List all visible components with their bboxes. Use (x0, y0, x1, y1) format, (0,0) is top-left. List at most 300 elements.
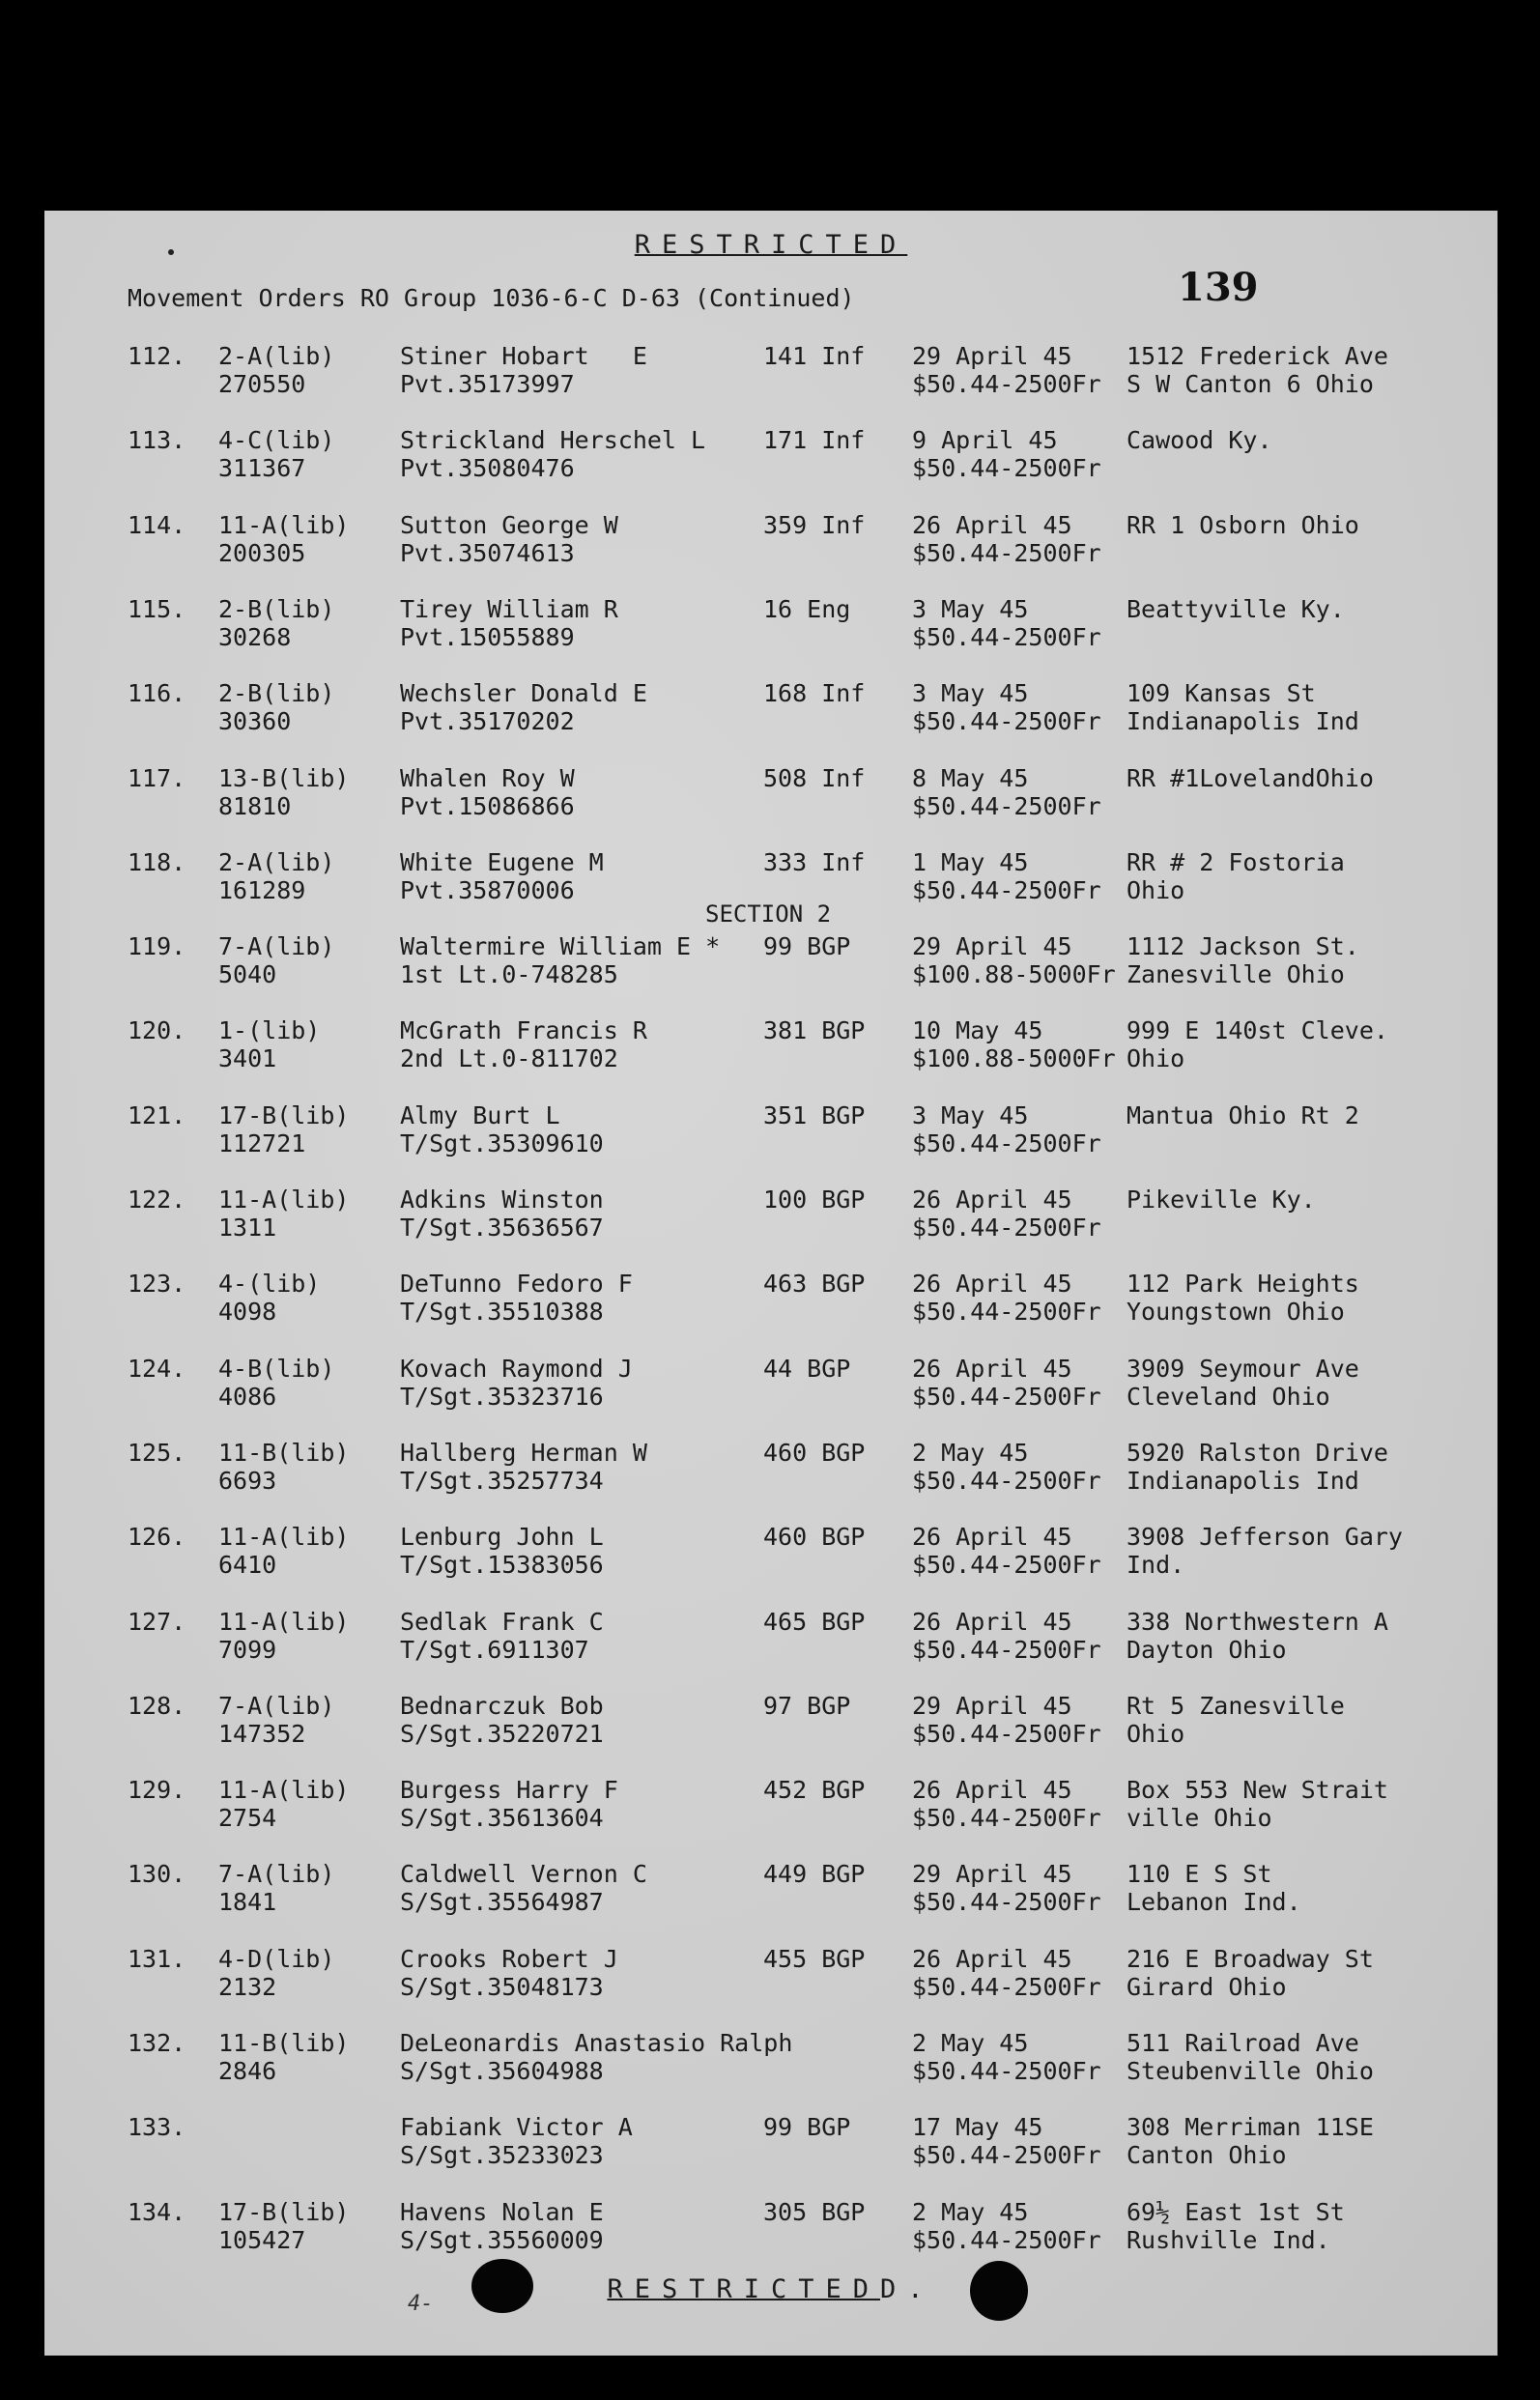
soldier-name-rank-name: Caldwell Vernon C (400, 1860, 647, 1889)
entry-number (128, 1101, 185, 1129)
soldier-name-rank (400, 679, 647, 735)
entry-number-num: 122. (128, 1186, 186, 1214)
home-address (1126, 1270, 1359, 1326)
soldier-name-rank (400, 1101, 604, 1157)
date-pay-pay: $50.44-2500Fr (912, 1888, 1101, 1917)
unit-serial-unit: 11-A(lib) (218, 510, 350, 539)
home-address (1126, 932, 1359, 988)
arm-of-service-arm: 359 Inf (763, 510, 866, 539)
list-item (44, 1101, 1497, 1185)
date-pay (912, 426, 1101, 482)
date-pay-date: 26 April 45 (912, 1354, 1072, 1383)
soldier-name-rank-rank: S/Sgt.35604988 (400, 2057, 604, 2085)
unit-serial-unit: 11-A(lib) (218, 1523, 350, 1552)
date-pay-date: 26 April 45 (912, 1607, 1072, 1636)
home-address-addr1: RR 1 Osborn Ohio (1126, 510, 1359, 539)
arm-of-service-arm: 168 Inf (763, 679, 866, 708)
document-page (44, 211, 1497, 2356)
home-address (1126, 342, 1388, 398)
soldier-name-rank-rank: Pvt.15055889 (400, 622, 575, 651)
unit-serial-serial: 270550 (218, 370, 306, 398)
entry-number-num: 126. (128, 1523, 186, 1552)
unit-serial-unit: 7-A(lib) (218, 1860, 335, 1889)
home-address-addr1: 69½ East 1st St (1126, 2197, 1345, 2226)
home-address-addr2: Youngstown Ohio (1126, 1298, 1345, 1327)
unit-serial (218, 2198, 349, 2254)
date-pay-pay: $50.44-2500Fr (912, 1719, 1101, 1748)
list-item (44, 1270, 1497, 1353)
home-address (1126, 595, 1345, 623)
soldier-name-rank-name: Sedlak Frank C (400, 1607, 604, 1636)
soldier-name-rank (400, 1945, 618, 2001)
home-address (1126, 2198, 1345, 2254)
home-address-addr2: Canton Ohio (1126, 2141, 1287, 2170)
unit-serial (218, 1945, 334, 2001)
home-address-addr1: RR # 2 Fostoria (1126, 847, 1345, 876)
arm-of-service (763, 764, 865, 792)
home-address-addr1: 109 Kansas St (1126, 679, 1316, 708)
date-pay (912, 1776, 1101, 1832)
unit-serial (218, 595, 334, 651)
date-pay-date: 26 April 45 (912, 1776, 1072, 1805)
home-address (1126, 1186, 1316, 1214)
soldier-name-rank-rank: 1st Lt.0-748285 (400, 960, 618, 989)
soldier-name-rank-name: Almy Burt L (400, 1100, 560, 1129)
date-pay (912, 2198, 1101, 2254)
arm-of-service-arm: 99 BGP (763, 932, 851, 961)
unit-serial-unit: 17-B(lib) (218, 2197, 350, 2226)
soldier-name-rank-rank: Pvt.35173997 (400, 370, 575, 398)
soldier-name-rank (400, 1439, 647, 1495)
unit-serial (218, 1776, 349, 1832)
date-pay-date: 2 May 45 (912, 2197, 1029, 2226)
restricted-footer (44, 2274, 1497, 2304)
date-pay-pay: $50.44-2500Fr (912, 1298, 1101, 1327)
handwritten-mark: 4- (408, 2292, 434, 2316)
unit-serial-unit: 17-B(lib) (218, 1100, 350, 1129)
date-pay-pay: $50.44-2500Fr (912, 1635, 1101, 1664)
date-pay (912, 932, 1116, 988)
list-item (44, 1523, 1497, 1606)
date-pay-pay: $50.44-2500Fr (912, 707, 1101, 736)
list-item (44, 1776, 1497, 1859)
arm-of-service-arm: 463 BGP (763, 1270, 866, 1299)
entry-number-num: 129. (128, 1776, 186, 1805)
entry-number (128, 1186, 185, 1214)
entry-number-num: 120. (128, 1016, 186, 1045)
home-address-addr2: Dayton Ohio (1126, 1635, 1287, 1664)
home-address-addr2: Indianapolis Ind (1126, 1466, 1359, 1495)
home-address-addr1: 110 E S St (1126, 1860, 1272, 1889)
unit-serial-serial: 112721 (218, 1129, 306, 1157)
soldier-name-rank-name: Fabiank Victor A (400, 2113, 633, 2142)
unit-serial-serial: 3401 (218, 1044, 277, 1073)
unit-serial-unit: 2-B(lib) (218, 679, 335, 708)
date-pay (912, 1270, 1101, 1326)
date-pay-date: 2 May 45 (912, 2029, 1029, 2057)
arm-of-service (763, 1439, 865, 1467)
entry-number (128, 1776, 185, 1804)
date-pay-date: 26 April 45 (912, 1270, 1072, 1299)
list-item (44, 1692, 1497, 1775)
arm-of-service (763, 1186, 865, 1214)
home-address-addr2: Ohio (1126, 1044, 1185, 1073)
soldier-name-rank (400, 2029, 792, 2085)
soldier-name-rank-rank: T/Sgt.35257734 (400, 1466, 604, 1495)
soldier-name-rank-name: Adkins Winston (400, 1186, 604, 1214)
date-pay-pay: $50.44-2500Fr (912, 370, 1101, 398)
unit-serial (218, 1439, 349, 1495)
unit-serial-serial: 30360 (218, 707, 292, 736)
list-item (44, 1186, 1497, 1269)
soldier-name-rank-name: Bednarczuk Bob (400, 1691, 604, 1720)
unit-serial-serial: 6410 (218, 1551, 277, 1580)
soldier-name-rank-name: Kovach Raymond J (400, 1354, 633, 1383)
soldier-name-rank (400, 1776, 618, 1832)
home-address-addr1: 216 E Broadway St (1126, 1944, 1374, 1973)
unit-serial (218, 1355, 334, 1411)
soldier-name-rank-name: Sutton George W (400, 510, 618, 539)
arm-of-service (763, 1776, 865, 1804)
home-address-addr2: Ohio (1126, 1719, 1185, 1748)
unit-serial-serial: 1311 (218, 1214, 277, 1242)
list-item (44, 932, 1497, 1015)
unit-serial-unit: 11-A(lib) (218, 1776, 350, 1805)
home-address-addr2: Girard Ohio (1126, 1972, 1287, 2001)
date-pay-date: 26 April 45 (912, 1186, 1072, 1214)
arm-of-service-arm: 100 BGP (763, 1186, 866, 1214)
document-title: Movement Orders RO Group 1036-6-C D-63 (Continued) (128, 284, 855, 312)
soldier-name-rank-name: Whalen Roy W (400, 763, 575, 792)
date-pay-date: 29 April 45 (912, 932, 1072, 961)
soldier-name-rank (400, 342, 647, 398)
date-pay (912, 342, 1101, 398)
arm-of-service (763, 595, 850, 623)
home-address (1126, 1860, 1301, 1916)
date-pay (912, 764, 1101, 820)
entry-number-num: 134. (128, 2197, 186, 2226)
arm-of-service-arm: 460 BGP (763, 1523, 866, 1552)
arm-of-service-arm: 465 BGP (763, 1607, 866, 1636)
home-address-addr1: Rt 5 Zanesville (1126, 1691, 1345, 1720)
unit-serial-serial: 2132 (218, 1972, 277, 2001)
date-pay (912, 1186, 1101, 1242)
soldier-name-rank (400, 2198, 604, 2254)
entry-number-num: 123. (128, 1270, 186, 1299)
home-address-addr2: Ind. (1126, 1551, 1185, 1580)
arm-of-service-arm: 16 Eng (763, 594, 851, 623)
soldier-name-rank-rank: T/Sgt.15383056 (400, 1551, 604, 1580)
arm-of-service-arm: 381 BGP (763, 1016, 866, 1045)
entry-number-num: 119. (128, 932, 186, 961)
unit-serial-serial: 311367 (218, 454, 306, 483)
home-address-addr1: Pikeville Ky. (1126, 1186, 1316, 1214)
unit-serial (218, 764, 349, 820)
unit-serial-serial: 7099 (218, 1635, 277, 1664)
date-pay-pay: $50.44-2500Fr (912, 454, 1101, 483)
date-pay (912, 1945, 1101, 2001)
date-pay (912, 1439, 1101, 1495)
arm-of-service (763, 1016, 865, 1044)
entry-number-num: 112. (128, 342, 186, 370)
entry-number-num: 118. (128, 847, 186, 876)
unit-serial (218, 2029, 349, 2085)
entry-number (128, 1608, 185, 1636)
date-pay (912, 2029, 1101, 2085)
arm-of-service-arm: 452 BGP (763, 1776, 866, 1805)
unit-serial-serial: 2754 (218, 1804, 277, 1833)
list-item (44, 848, 1497, 931)
home-address-addr2: Lebanon Ind. (1126, 1888, 1301, 1917)
soldier-name-rank-rank: Pvt.35870006 (400, 875, 575, 904)
soldier-name-rank (400, 1016, 647, 1072)
page-number: 139 (1178, 265, 1259, 310)
home-address-addr1: 1512 Frederick Ave (1126, 342, 1388, 370)
restricted-header (44, 230, 1497, 260)
list-item (44, 2113, 1497, 2196)
soldier-name-rank (400, 764, 575, 820)
soldier-name-rank (400, 511, 618, 567)
entry-number-num: 130. (128, 1860, 186, 1889)
list-item (44, 342, 1497, 425)
unit-serial-serial: 200305 (218, 538, 306, 567)
list-item (44, 511, 1497, 594)
arm-of-service-arm: 171 Inf (763, 426, 866, 455)
entry-number (128, 1945, 185, 1973)
home-address (1126, 1101, 1359, 1129)
home-address-addr2: S W Canton 6 Ohio (1126, 370, 1374, 398)
date-pay-date: 8 May 45 (912, 763, 1029, 792)
soldier-name-rank-name: DeLeonardis Anastasio Ralph (400, 2029, 793, 2057)
home-address-addr1: Box 553 New Strait (1126, 1776, 1388, 1805)
arm-of-service-arm: 97 BGP (763, 1691, 851, 1720)
entry-number-num: 133. (128, 2113, 186, 2142)
arm-of-service (763, 511, 865, 539)
date-pay-date: 26 April 45 (912, 510, 1072, 539)
soldier-name-rank (400, 1860, 647, 1916)
unit-serial-unit: 11-B(lib) (218, 1438, 350, 1467)
list-item (44, 2198, 1497, 2281)
date-pay-pay: $100.88-5000Fr (912, 1044, 1116, 1073)
entry-number (128, 1439, 185, 1467)
soldier-name-rank (400, 2113, 633, 2169)
home-address-addr1: 112 Park Heights (1126, 1270, 1359, 1299)
soldier-name-rank (400, 1608, 604, 1664)
arm-of-service-arm: 449 BGP (763, 1860, 866, 1889)
unit-serial (218, 1186, 349, 1242)
entry-number (128, 848, 185, 876)
arm-of-service-arm: 44 BGP (763, 1354, 851, 1383)
date-pay-date: 3 May 45 (912, 594, 1029, 623)
home-address (1126, 1776, 1388, 1832)
home-address-addr1: 308 Merriman 11SE (1126, 2113, 1374, 2142)
date-pay-pay: $50.44-2500Fr (912, 538, 1101, 567)
soldier-name-rank-rank: S/Sgt.35560009 (400, 2225, 604, 2254)
entry-number-num: 132. (128, 2029, 186, 2057)
soldier-name-rank-name: Hallberg Herman W (400, 1438, 647, 1467)
date-pay-date: 10 May 45 (912, 1016, 1043, 1045)
arm-of-service-arm: 305 BGP (763, 2197, 866, 2226)
date-pay (912, 1692, 1101, 1748)
unit-serial (218, 1692, 334, 1748)
arm-of-service (763, 2198, 865, 2226)
soldier-name-rank (400, 1523, 604, 1579)
unit-serial (218, 1270, 320, 1326)
unit-serial-serial: 4098 (218, 1298, 277, 1327)
unit-serial (218, 342, 334, 398)
list-item (44, 1016, 1497, 1100)
date-pay-pay: $50.44-2500Fr (912, 1382, 1101, 1411)
arm-of-service-arm: 333 Inf (763, 847, 866, 876)
entry-number-num: 117. (128, 763, 186, 792)
arm-of-service-arm: 460 BGP (763, 1438, 866, 1467)
home-address-addr2: Indianapolis Ind (1126, 707, 1359, 736)
date-pay-date: 29 April 45 (912, 342, 1072, 370)
date-pay-date: 17 May 45 (912, 2113, 1043, 2142)
arm-of-service-arm: 455 BGP (763, 1944, 866, 1973)
unit-serial-serial: 6693 (218, 1466, 277, 1495)
date-pay-pay: $50.44-2500Fr (912, 1551, 1101, 1580)
entry-number (128, 342, 185, 370)
date-pay-pay: $50.44-2500Fr (912, 2141, 1101, 2170)
home-address-addr2: Rushville Ind. (1126, 2225, 1330, 2254)
arm-of-service (763, 1945, 865, 1973)
date-pay (912, 1101, 1101, 1157)
list-item (44, 1608, 1497, 1691)
entry-number (128, 595, 185, 623)
date-pay-pay: $50.44-2500Fr (912, 791, 1101, 820)
arm-of-service (763, 1860, 865, 1888)
date-pay (912, 1355, 1101, 1411)
home-address-addr1: 3909 Seymour Ave (1126, 1354, 1359, 1383)
arm-of-service (763, 848, 865, 876)
entry-number-num: 125. (128, 1438, 186, 1467)
arm-of-service (763, 342, 865, 370)
soldier-name-rank-name: Crooks Robert J (400, 1944, 618, 1973)
home-address-addr1: Beattyville Ky. (1126, 594, 1345, 623)
home-address-addr1: Mantua Ohio Rt 2 (1126, 1100, 1359, 1129)
unit-serial-unit: 11-A(lib) (218, 1186, 350, 1214)
unit-serial-unit: 4-B(lib) (218, 1354, 335, 1383)
unit-serial-serial: 2846 (218, 2057, 277, 2085)
list-item (44, 1945, 1497, 2028)
home-address-addr1: 999 E 140st Cleve. (1126, 1016, 1388, 1045)
soldier-name-rank-rank: T/Sgt.6911307 (400, 1635, 589, 1664)
unit-serial-unit: 11-B(lib) (218, 2029, 350, 2057)
date-pay-pay: $50.44-2500Fr (912, 1214, 1101, 1242)
home-address (1126, 764, 1374, 792)
unit-serial (218, 1016, 320, 1072)
home-address (1126, 511, 1359, 539)
soldier-name-rank-name: White Eugene M (400, 847, 604, 876)
list-item (44, 1860, 1497, 1943)
unit-serial (218, 1608, 349, 1664)
soldier-name-rank-rank: S/Sgt.35233023 (400, 2141, 604, 2170)
date-pay (912, 848, 1101, 904)
soldier-name-rank-name: Havens Nolan E (400, 2197, 604, 2226)
home-address-addr1: 5920 Ralston Drive (1126, 1438, 1388, 1467)
arm-of-service (763, 1692, 850, 1720)
unit-serial-serial: 161289 (218, 875, 306, 904)
unit-serial (218, 1101, 349, 1157)
arm-of-service (763, 1270, 865, 1298)
arm-of-service (763, 1101, 865, 1129)
list-item (44, 2029, 1497, 2112)
arm-of-service-arm: 99 BGP (763, 2113, 851, 2142)
date-pay-pay: $100.88-5000Fr (912, 960, 1116, 989)
entry-number-num: 121. (128, 1100, 186, 1129)
unit-serial-unit: 7-A(lib) (218, 932, 335, 961)
home-address-addr2: Ohio (1126, 875, 1185, 904)
arm-of-service-arm: 141 Inf (763, 342, 866, 370)
entry-number-num: 114. (128, 510, 186, 539)
soldier-name-rank-name: Lenburg John L (400, 1523, 604, 1552)
unit-serial-unit: 7-A(lib) (218, 1691, 335, 1720)
entry-number-num: 113. (128, 426, 186, 455)
entry-number-num: 127. (128, 1607, 186, 1636)
date-pay (912, 511, 1101, 567)
date-pay-pay: $50.44-2500Fr (912, 1972, 1101, 2001)
unit-serial-unit: 2-A(lib) (218, 847, 335, 876)
date-pay-pay: $50.44-2500Fr (912, 2225, 1101, 2254)
unit-serial (218, 426, 334, 482)
unit-serial (218, 1523, 349, 1579)
entry-number (128, 764, 185, 792)
entry-number (128, 2198, 185, 2226)
soldier-name-rank-name: Strickland Herschel L (400, 426, 706, 455)
list-item (44, 1355, 1497, 1438)
date-pay-pay: $50.44-2500Fr (912, 622, 1101, 651)
unit-serial-unit: 1-(lib) (218, 1016, 321, 1045)
entry-number (128, 1270, 185, 1298)
home-address (1126, 426, 1272, 454)
home-address (1126, 1439, 1388, 1495)
unit-serial-unit: 11-A(lib) (218, 1607, 350, 1636)
home-address (1126, 2113, 1374, 2169)
unit-serial-unit: 4-C(lib) (218, 426, 335, 455)
home-address-addr1: RR #1LovelandOhio (1126, 763, 1374, 792)
home-address (1126, 1355, 1359, 1411)
list-item (44, 679, 1497, 762)
arm-of-service (763, 679, 865, 707)
date-pay-date: 29 April 45 (912, 1860, 1072, 1889)
soldier-name-rank (400, 1186, 604, 1242)
home-address (1126, 1608, 1388, 1664)
entry-number (128, 426, 185, 454)
soldier-name-rank (400, 848, 604, 904)
entry-number (128, 1523, 185, 1551)
home-address (1126, 1523, 1403, 1579)
home-address-addr2: ville Ohio (1126, 1804, 1272, 1833)
home-address-addr1: 511 Railroad Ave (1126, 2029, 1359, 2057)
soldier-name-rank-rank: Pvt.35074613 (400, 538, 575, 567)
date-pay-pay: $50.44-2500Fr (912, 1804, 1101, 1833)
soldier-name-rank (400, 595, 618, 651)
date-pay (912, 1523, 1101, 1579)
soldier-name-rank-name: DeTunno Fedoro F (400, 1270, 633, 1299)
unit-serial-serial: 105427 (218, 2225, 306, 2254)
date-pay-date: 2 May 45 (912, 1438, 1029, 1467)
soldier-name-rank-name: Tirey William R (400, 594, 618, 623)
date-pay-pay: $50.44-2500Fr (912, 2057, 1101, 2085)
restricted-header-text: RESTRICTED (634, 230, 908, 260)
date-pay (912, 595, 1101, 651)
soldier-name-rank-rank: T/Sgt.35309610 (400, 1129, 604, 1157)
arm-of-service (763, 1355, 850, 1383)
soldier-name-rank (400, 932, 720, 988)
arm-of-service (763, 932, 850, 960)
unit-serial (218, 1860, 334, 1916)
